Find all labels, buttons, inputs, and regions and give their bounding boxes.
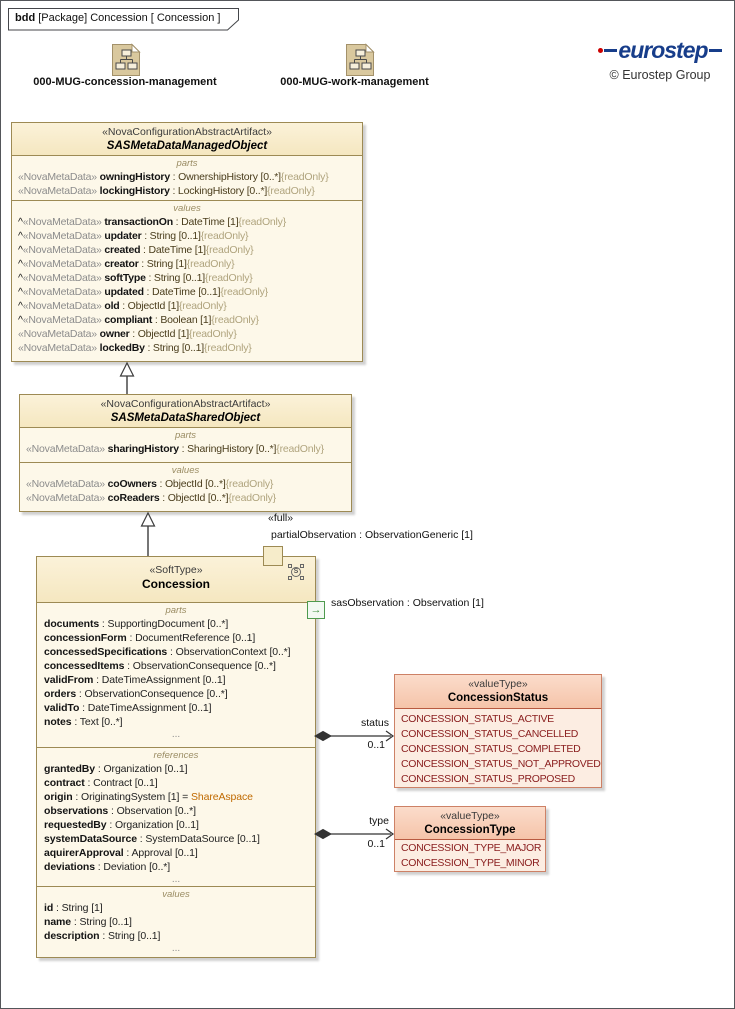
- class-name: ConcessionType: [424, 824, 516, 836]
- attribute-row: concessedItems : ObservationConsequence [0..*]: [44, 660, 276, 672]
- class-name: SASMetaDataManagedObject: [106, 140, 268, 152]
- attribute-row: ^«NovaMetaData» updated : DateTime [0..1]{readOnly}: [18, 286, 268, 298]
- attribute-row: ^«NovaMetaData» updater : String [0..1]{readOnly}: [18, 230, 249, 242]
- attribute-row: «NovaMetaData» owningHistory : OwnershipHistory [0..*]{readOnly}: [18, 171, 329, 183]
- class-concession[interactable]: [36, 556, 316, 958]
- softtype-icon: S: [288, 564, 304, 580]
- package-label-work-management[interactable]: 000-MUG-work-management: [280, 76, 429, 88]
- logo-dash-icon: [604, 49, 617, 52]
- valuetype-concessionstatus[interactable]: [394, 674, 602, 788]
- attribute-row: orders : ObservationConsequence [0..*]: [44, 688, 228, 700]
- literals-compartment: [395, 840, 545, 871]
- logo-dash-icon: [709, 49, 722, 52]
- copyright-text: © Eurostep Group: [609, 68, 711, 82]
- values-compartment: [37, 886, 315, 957]
- enum-literal: CONCESSION_STATUS_NOT_APPROVED: [401, 758, 601, 770]
- attribute-row: «NovaMetaData» coOwners : ObjectId [0..*]{readOnly}: [26, 478, 274, 490]
- class-stereotype: «NovaConfigurationAbstractArtifact»: [100, 398, 271, 410]
- class-header: [395, 675, 601, 709]
- class-stereotype: «valueType»: [468, 678, 528, 690]
- enum-literal: CONCESSION_TYPE_MINOR: [401, 857, 540, 869]
- type-role-label: type: [369, 815, 389, 827]
- right-arrow-icon: →: [310, 604, 322, 616]
- attribute-row: notes : Text [0..*]: [44, 716, 123, 728]
- logo-brand-text: eurostep: [618, 37, 708, 63]
- attribute-row: ^«NovaMetaData» old : ObjectId [1]{readOnly}: [18, 300, 227, 312]
- values-compartment: [20, 462, 351, 511]
- sas-observation-label: sasObservation : Observation [1]: [331, 597, 484, 609]
- attribute-row: observations : Observation [0..*]: [44, 805, 196, 817]
- enum-literal: CONCESSION_STATUS_ACTIVE: [401, 713, 554, 725]
- open-arrowhead-icon: [386, 829, 393, 839]
- enum-literal: CONCESSION_STATUS_PROPOSED: [401, 773, 575, 785]
- class-stereotype: «SoftType»: [149, 564, 203, 576]
- attribute-row: ^«NovaMetaData» transactionOn : DateTime [1]{readOnly}: [18, 216, 287, 228]
- class-name: SASMetaDataSharedObject: [110, 412, 261, 424]
- ellipsis-more: ...: [171, 874, 181, 885]
- attribute-row: systemDataSource : SystemDataSource [0..1]: [44, 833, 260, 845]
- attribute-row: ^«NovaMetaData» created : DateTime [1]{readOnly}: [18, 244, 254, 256]
- compartment-label: parts: [174, 430, 197, 441]
- eurostep-logo: [586, 37, 734, 82]
- attribute-row: validTo : DateTimeAssignment [0..1]: [44, 702, 212, 714]
- class-sasmetadatasharedobject[interactable]: [19, 394, 352, 512]
- compartment-label: values: [162, 889, 190, 900]
- logo-red-dot-icon: [598, 48, 603, 53]
- package-icon[interactable]: [111, 43, 141, 77]
- package-label-concession-management[interactable]: 000-MUG-concession-management: [33, 76, 217, 88]
- attribute-row: description : String [0..1]: [44, 930, 161, 942]
- port-sas-observation[interactable]: [307, 601, 325, 619]
- status-multiplicity-label: 0..1: [367, 739, 385, 751]
- compartment-label: values: [173, 203, 201, 214]
- attribute-row: origin : OriginatingSystem [1] = ShareAspace: [44, 791, 253, 803]
- compartment-label: parts: [176, 158, 198, 169]
- status-role-label: status: [360, 717, 389, 729]
- attribute-row: name : String [0..1]: [44, 916, 132, 928]
- partial-observation-label: partialObservation : ObservationGeneric [1]: [271, 529, 473, 541]
- literals-compartment: [395, 709, 601, 787]
- type-multiplicity-label: 0..1: [367, 838, 385, 850]
- enum-literal: CONCESSION_STATUS_COMPLETED: [401, 743, 581, 755]
- attribute-row: contract : Contract [0..1]: [44, 777, 158, 789]
- class-header: [12, 123, 362, 155]
- values-compartment: [12, 200, 362, 361]
- attribute-row: ^«NovaMetaData» compliant : Boolean [1]{readOnly}: [18, 314, 259, 326]
- ellipsis-more: ...: [171, 943, 181, 954]
- compartment-label: parts: [165, 605, 187, 616]
- attribute-row: deviations : Deviation [0..*]: [44, 861, 171, 873]
- attribute-row: «NovaMetaData» owner : ObjectId [1]{readOnly}: [18, 328, 237, 340]
- attribute-row: «NovaMetaData» sharingHistory : SharingHistory [0..*]{readOnly}: [26, 443, 324, 455]
- diagram-frame-tab: [8, 8, 240, 31]
- attribute-row: ^«NovaMetaData» softType : String [0..1]{readOnly}: [18, 272, 253, 284]
- attribute-row: ^«NovaMetaData» creator : String [1]{readOnly}: [18, 258, 235, 270]
- attribute-row: «NovaMetaData» coReaders : ObjectId [0..*]{readOnly}: [26, 492, 276, 504]
- class-stereotype: «valueType»: [440, 810, 500, 822]
- parts-compartment: [12, 155, 362, 200]
- attribute-row: requestedBy : Organization [0..1]: [44, 819, 199, 831]
- open-arrowhead-icon: [386, 731, 393, 741]
- ellipsis-more: ...: [171, 729, 181, 740]
- class-header: [395, 807, 545, 840]
- parts-compartment: [20, 427, 351, 462]
- attribute-row: documents : SupportingDocument [0..*]: [44, 618, 229, 630]
- class-header: [20, 395, 351, 427]
- generalization-arrowhead-icon: [142, 513, 155, 526]
- class-name: Concession: [141, 577, 210, 591]
- compartment-label: references: [153, 750, 199, 761]
- attribute-row: «NovaMetaData» lockedBy : String [0..1]{readOnly}: [18, 342, 252, 354]
- port-partial-observation[interactable]: [263, 546, 283, 566]
- enum-literal: CONCESSION_TYPE_MAJOR: [401, 842, 542, 854]
- parts-compartment: [37, 602, 315, 747]
- attribute-row: validFrom : DateTimeAssignment [0..1]: [44, 674, 226, 686]
- class-sasmetadatamanagedobject[interactable]: [11, 122, 363, 362]
- attribute-row: grantedBy : Organization [0..1]: [44, 763, 188, 775]
- class-stereotype: «NovaConfigurationAbstractArtifact»: [102, 126, 272, 138]
- diagram-title: bdd [Package] Concession [ Concession ]: [15, 12, 221, 24]
- package-icon[interactable]: [345, 43, 375, 77]
- enum-literal: CONCESSION_STATUS_CANCELLED: [401, 728, 579, 740]
- valuetype-concessiontype[interactable]: [394, 806, 546, 872]
- attribute-row: id : String [1]: [44, 902, 103, 914]
- references-compartment: [37, 747, 315, 886]
- full-stereotype-label: «full»: [268, 512, 294, 524]
- class-name: ConcessionStatus: [447, 692, 549, 704]
- generalization-arrowhead-icon: [121, 363, 134, 376]
- attribute-row: concessionForm : DocumentReference [0..1]: [44, 632, 256, 644]
- attribute-row: «NovaMetaData» lockingHistory : LockingHistory [0..*]{readOnly}: [18, 185, 315, 197]
- attribute-row: aquirerApproval : Approval [0..1]: [44, 847, 198, 859]
- attribute-row: concessedSpecifications : ObservationContext [0..*]: [44, 646, 291, 658]
- compartment-label: values: [171, 465, 200, 476]
